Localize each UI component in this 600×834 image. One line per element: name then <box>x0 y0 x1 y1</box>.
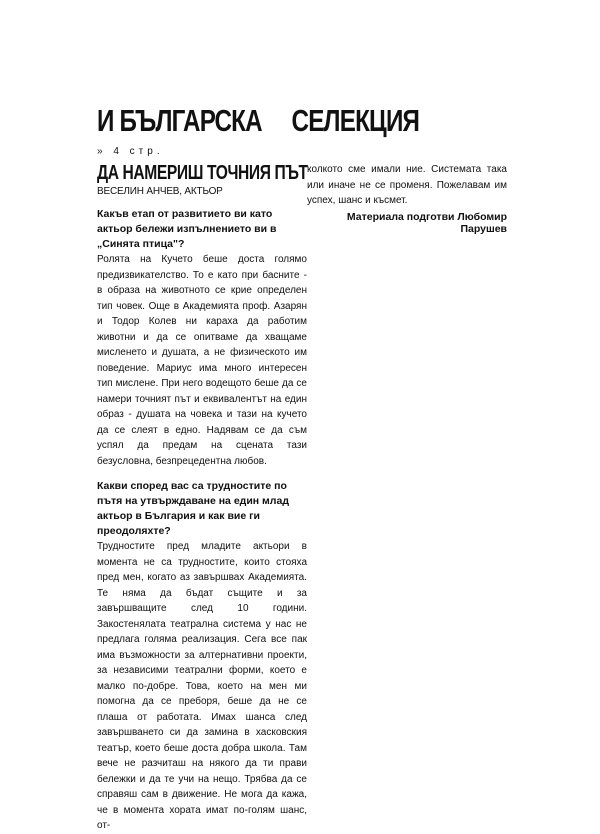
article-credit: Материала подготви Любомир Парушев <box>346 210 507 235</box>
interview-question-1: Какъв етап от развитието ви като актьор бележи изпълнението ви в „Синята птица"? <box>97 208 277 250</box>
section-title: И БЪЛГАРСКА СЕЛЕКЦИЯ <box>97 103 420 138</box>
interview-answer-2: Трудностите пред младите актьори в момента не са трудностите, които стояха пред мен, когато аз завършвах Академията. Те няма да бъдат същите и за завършващите след 10 години. Закостенялата театрална система у нас не предлага голяма реализация. Сега все пак има възможности за алтернативни проекти, за независими театрални форми, което е малко по-добре. Това, което на мен ми помогна да се преборя, беше да не се плаша от работата. Имах шанса след завършването си да замина в хасковския театър, което беше доста добра школа. Там вече не разчиташ на някого да ти прави бележки и да те учи на нещо. Трябва да се справяш сам в движение. Не мога да кажа, че в момента хората имат по-голям шанс, от- <box>97 541 307 831</box>
page-reference: » 4 стр. <box>97 146 164 157</box>
interview-question-2: Какви според вас са трудностите по пътя на утвърждаване на един млад актьор в България и как вие ги преодоляхте? <box>97 480 289 537</box>
article-headline: ДА НАМЕРИШ ТОЧНИЯ ПЪТ <box>97 162 308 184</box>
article-column-right <box>307 162 507 235</box>
article-column-left <box>97 162 307 834</box>
interview-answer-1: Ролята на Кучето беше доста голямо предизвикателство. То е като при басните - в образа на животното се крие определен тип човек. Още в Академията проф. Азарян и Тодор Колев ни караха да работим животни и да се опитваме да хващаме мисленето и душата, а не физическото им поведение. Мариус има много интересен тип мислене. При него водещото беше да се намери точният път и еквивалентът на един образ - душата на човека и тази на кучето да се слеят в едно. Надявам се да съм успял да предам на сцената тази безусловна, безпрецедентна любов. <box>97 254 307 467</box>
paragraph-gap <box>97 469 307 479</box>
article-byline: ВЕСЕЛИН АНЧЕВ, АКТЬОР <box>97 186 223 197</box>
interview-answer-2-continued: колкото сме имали ние. Системата така или иначе не се променя. Пожелавам им успех, шанс и късмет. <box>307 164 507 206</box>
